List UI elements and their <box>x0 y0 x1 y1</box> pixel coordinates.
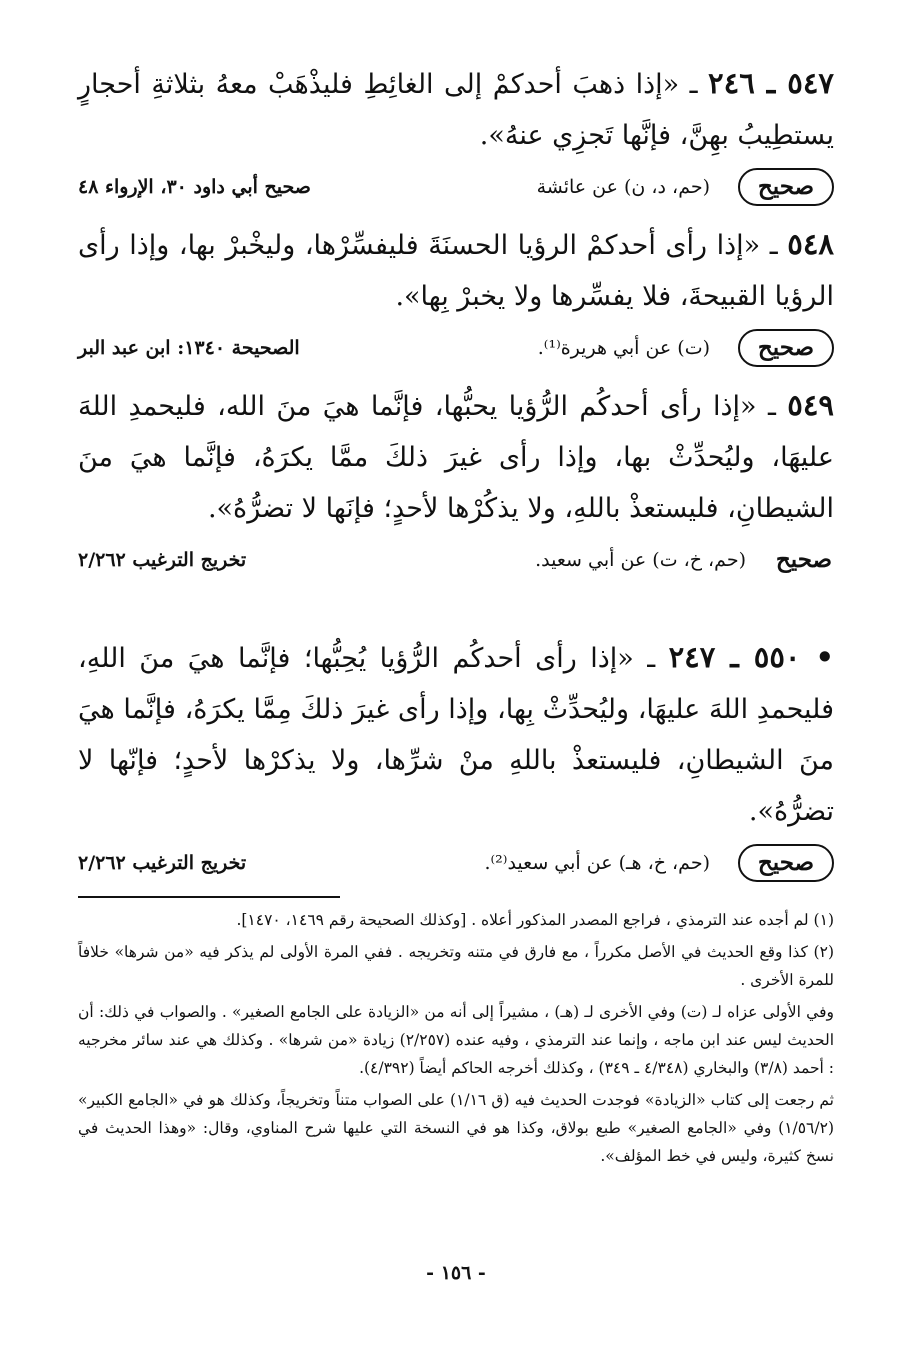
page-number: - ١٥٦ - <box>426 1262 486 1284</box>
hadith-548 <box>78 219 834 374</box>
hadith-550 <box>78 632 834 889</box>
footnotes <box>78 906 834 1174</box>
grade-badge: صحيح <box>738 844 834 882</box>
hadith-body: ـ «إذا رأى أحدكُم الرُّؤيا يُحِبُّها؛ فإنَّما هيَ منَ اللهِ، فليحمدِ اللهَ عليهَا، وليُحدِّثْ بِها، وإذا رأى غيرَ ذلكَ مِمَّا يكرَهُ، فإنَّما هيَ منَ الشيطانِ، فليستعذْ باللهِ منْ شرِّها، ولا يذكرْها لأحدٍ؛ فإنّها لا تضرُّهُ». <box>78 643 834 827</box>
hadith-number: ٥٤٧ ـ ٢٤٦ <box>708 66 834 100</box>
footnote-2-continued: وفي الأولى عزاه لـ (ت) وفي الأخرى لـ (هـ) ، مشيراً إلى أنه من «الزيادة على الجامع الصغير» . والصواب في ذلك: أن الحديث ليس عند ابن ماجه ، وإنما عند الترمذي ، وفيه عنده (٢/٢٥٧) زيادة «من شرها» . وكذلك هي عند سائر مخرجيه : أحمد (٣/٨) والبخاري (٤/٣٤٨ ـ ٣٤٩) ، وكذلك أخرجه الحاكم أيضاً (٤/٣٩٢). <box>78 1003 835 1077</box>
footnotes-divider <box>78 896 340 898</box>
footnote-2-continued: ثم رجعت إلى كتاب «الزيادة» فوجدت الحديث فيه (ق ١/١٦) على الصواب متناً وتخريجاً، وكذلك هو في «الجامع الكبير» (١/٥٦/٢) وفي «الجامع الصغير» طبع بولاق، وكذا هو في النسخة التي عليها شرح المناوي، وقال: «وهذا الحديث في نسخ كثيرة، وليس في خط المؤلف». <box>78 1091 834 1165</box>
source-reference: الصحيحة ١٣٤٠: ابن عبد البر <box>78 337 300 359</box>
footnote-2: (٢) كذا وقع الحديث في الأصل مكرراً ، مع فارق في متنه وتخريجه . ففي المرة الأولى لم يذكر فيه «من شرها» خلافاً للمرة الأخرى . <box>78 943 834 989</box>
hadith-text <box>78 632 834 837</box>
source-reference: تخريج الترغيب ٢/٢٦٢ <box>78 852 247 874</box>
hadith-549 <box>78 380 834 586</box>
hadith-number: ٥٤٩ <box>787 388 834 422</box>
hadith-number: • ٥٥٠ ـ ٢٤٧ <box>668 640 834 674</box>
hadith-body: ـ «إذا رأى أحدكُم الرُّؤيا يحبُّها، فإنَّما هيَ منَ الله، فليحمدِ اللهَ عليهَا، وليُحدِّثْ بها، وإذا رأى غيرَ ذلكَ ممَّا يكرَهُ، فإنَّما هيَ منَ الشيطانِ، فليستعذْ باللهِ، ولا يذكُرْها لأحدٍ؛ فإنَها لا تضرُّهُ». <box>78 391 834 524</box>
hadith-number: ٥٤٨ <box>787 227 834 261</box>
hadith-body: ـ «إذا ذهبَ أحدكمْ إلى الغائِطِ فليذْهَبْ معهُ بثلاثةِ أحجارٍ يستطِيبُ بهِنَّ، فإنَّها تَجزِي عنهُ». <box>78 69 834 151</box>
source-narrator: (ت) عن أبي هريرة⁽¹⁾. <box>537 337 710 359</box>
source-reference: تخريج الترغيب ٢/٢٦٢ <box>78 549 247 571</box>
section-gap <box>78 592 834 632</box>
source-line <box>78 534 834 586</box>
hadith-text <box>78 380 834 534</box>
footnote-1: (١) لم أجده عند الترمذي ، فراجع المصدر المذكور أعلاه . [وكذلك الصحيحة رقم ١٤٦٩، ١٤٧٠]. <box>236 911 834 929</box>
hadith-text <box>78 219 834 322</box>
grade-label: صحيح <box>775 546 833 573</box>
source-reference: صحيح أبي داود ٣٠، الإرواء ٤٨ <box>78 176 311 198</box>
source-line <box>78 837 834 889</box>
source-narrator: (حم، خ، هـ) عن أبي سعيد⁽²⁾. <box>484 852 710 874</box>
hadith-text <box>78 58 834 161</box>
hadith-body: ـ «إذا رأى أحدكمْ الرؤيا الحسنَةَ فليفسِّرْها، وليخْبرْ بها، وإذا رأى الرؤيا القبيحةَ، فلا يفسِّرها ولا يخبرْ بِها». <box>78 230 834 312</box>
hadith-547 <box>78 58 834 213</box>
source-narrator: (حم، د، ن) عن عائشة <box>536 176 710 198</box>
grade-badge: صحيح <box>738 168 834 206</box>
grade-badge: صحيح <box>738 329 834 367</box>
source-line <box>78 161 834 213</box>
source-narrator: (حم، خ، ت) عن أبي سعيد. <box>535 549 746 571</box>
source-line <box>78 322 834 374</box>
